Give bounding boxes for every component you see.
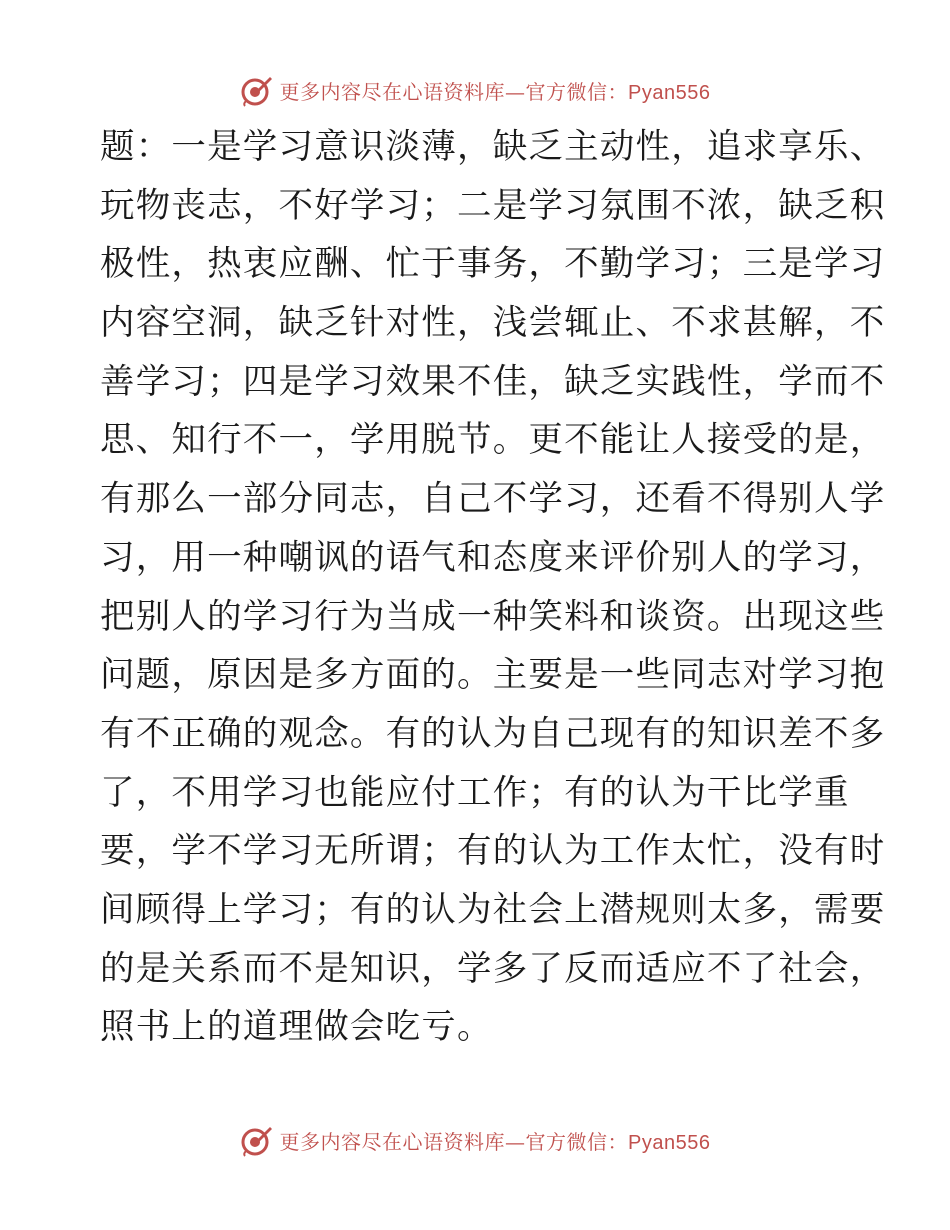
text-line: 思、知行不一，学用脱节。更不能让人接受的是，: [100, 420, 886, 461]
text-line: 习，用一种嘲讽的语气和态度来评价别人的学习，: [100, 537, 886, 578]
pen-logo-icon: [240, 73, 274, 107]
header-watermark-text: 更多内容尽在心语资料库—官方微信：Pyan556: [279, 79, 711, 104]
pen-logo-icon: [240, 1123, 274, 1157]
text-line: 问题，原因是多方面的。主要是一些同志对学习抱: [100, 655, 886, 696]
text-line: 的是关系而不是知识，学多了反而适应不了社会，: [100, 948, 886, 989]
text-line: 把别人的学习行为当成一种笑料和谈资。出现这些: [100, 596, 886, 637]
text-line: 有不正确的观念。有的认为自己现有的知识差不多: [100, 713, 886, 754]
text-line: 间顾得上学习；有的认为社会上潜规则太多，需要: [100, 889, 886, 930]
text-line: 善学习；四是学习效果不佳，缺乏实践性，学而不: [100, 361, 886, 402]
text-line: 题：一是学习意识淡薄，缺乏主动性，追求享乐、: [100, 127, 886, 167]
text-line: 照书上的道理做会吃亏。: [100, 1007, 493, 1048]
text-line: 玩物丧志，不好学习；二是学习氛围不浓，缺乏积: [100, 185, 886, 226]
text-line: 极性，热衷应酬、忙于事务，不勤学习；三是学习: [100, 244, 886, 285]
text-line: 了，不用学习也能应付工作；有的认为干比学重: [100, 772, 850, 813]
text-line: 要，学不学习无所谓；有的认为工作太忙，没有时: [100, 831, 886, 872]
document-body: [100, 118, 886, 1057]
text-line: 有那么一部分同志，自己不学习，还看不得别人学: [100, 479, 886, 520]
text-line: 内容空洞，缺乏针对性，浅尝辄止、不求甚解，不: [100, 303, 886, 344]
footer-watermark-text: 更多内容尽在心语资料库—官方微信：Pyan556: [279, 1129, 711, 1154]
header-watermark: [0, 70, 950, 110]
footer-watermark: [0, 1120, 950, 1160]
